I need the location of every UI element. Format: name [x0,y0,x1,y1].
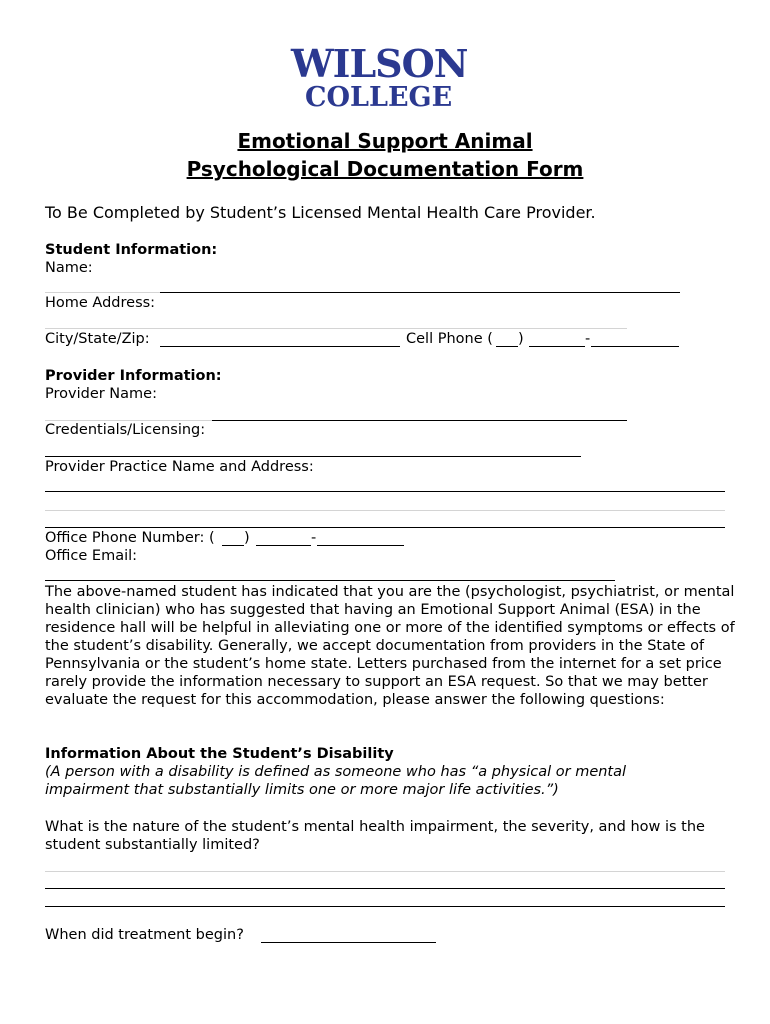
cell-number-field[interactable] [591,346,679,347]
student-name-guide [45,292,160,293]
student-city-label: City/State/Zip: [45,331,150,347]
credentials-field[interactable] [45,456,581,457]
logo-college: COLLEGE [305,82,453,113]
cell-close-paren: ) [518,331,524,347]
esa-explanation-paragraph: The above-named student has indicated that you are the (psychologist, psychiatrist, or mental health clinician) who has suggested that having an Emotional Support Animal (ESA) in the residence hall will be helpful in alleviating one or more of the identified symptoms or effects of the student’s disability. Generally, we accept documentation from providers in the State of Pennsylvania or the student’s home state. Letters purchased from the internet for a set price rarely provide the information necessary to support an ESA request. So that we may better evaluate the request for this accommodation, please answer the following questions: [45,584,735,708]
office-email-label: Office Email: [45,548,138,564]
practice-field-guide [45,510,725,511]
provider-info-heading: Provider Information: [45,368,222,384]
student-name-label: Name: [45,260,93,276]
disability-definition: (A person with a disability is defined as someone who has “a physical or mental impairment that substantially limits one or more major life activities.”) [45,764,627,798]
student-info-heading: Student Information: [45,242,218,258]
cell-prefix-field[interactable] [529,346,585,347]
impairment-answer-line2[interactable] [45,906,725,907]
office-area-code-field[interactable] [222,545,244,546]
office-number-field[interactable] [317,545,404,546]
provider-name-label: Provider Name: [45,386,157,402]
form-title-line2: Psychological Documentation Form [186,157,584,181]
practice-label: Provider Practice Name and Address: [45,459,314,475]
practice-field-line2[interactable] [45,527,725,528]
office-prefix-field[interactable] [256,545,311,546]
cell-area-code-field[interactable] [496,346,518,347]
intro-text: To Be Completed by Student’s Licensed Mental Health Care Provider. [45,203,596,222]
form-title-line1: Emotional Support Animal [237,129,533,153]
impairment-answer-guide [45,871,725,872]
provider-name-field[interactable] [212,420,627,421]
office-dash: - [311,530,317,546]
student-name-field[interactable] [160,292,680,293]
cell-dash: - [585,331,591,347]
office-phone-label: Office Phone Number: ( [45,530,215,546]
office-email-field[interactable] [45,580,615,581]
student-city-field[interactable] [160,346,400,347]
student-address-field[interactable] [45,328,627,329]
cell-phone-label: Cell Phone ( [406,331,493,347]
impairment-answer-line1[interactable] [45,888,725,889]
office-close-paren: ) [244,530,250,546]
credentials-label: Credentials/Licensing: [45,422,206,438]
impairment-question: What is the nature of the student’s mental health impairment, the severity, and how is the student substantially limited? [45,819,705,853]
student-address-label: Home Address: [45,295,156,311]
treatment-date-field[interactable] [261,942,436,943]
logo-wilson: WILSON [291,41,468,86]
treatment-label: When did treatment begin? [45,927,244,943]
practice-field-line1[interactable] [45,491,725,492]
disability-heading: Information About the Student’s Disability [45,746,394,762]
